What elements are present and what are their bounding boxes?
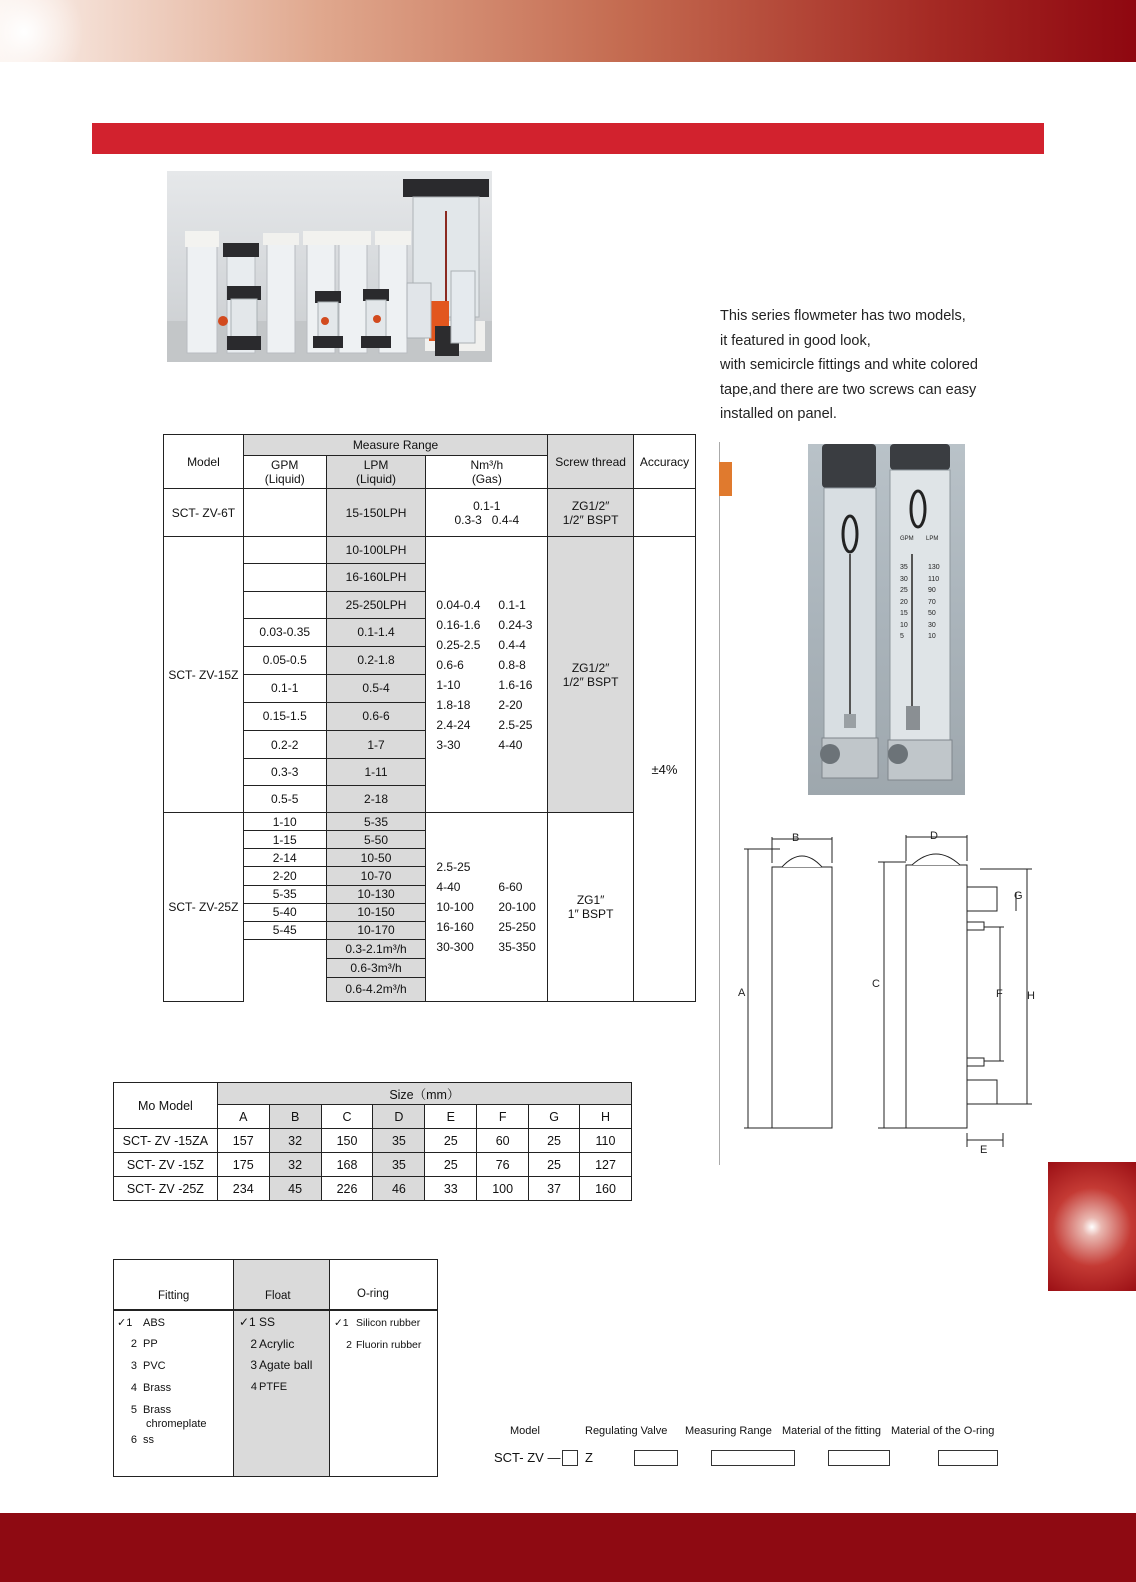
gas-value: 16-160 bbox=[436, 920, 474, 935]
option-mark: 2 bbox=[130, 1338, 137, 1350]
dim-label-h: H bbox=[1027, 990, 1035, 1002]
thread-cell bbox=[548, 537, 634, 813]
size-cell: 25 bbox=[529, 1153, 580, 1177]
option-label: SS bbox=[259, 1315, 276, 1329]
lpm-tick: 90 bbox=[928, 587, 936, 594]
option-label: PP bbox=[143, 1338, 158, 1350]
order-dash: — bbox=[547, 1450, 561, 1465]
screw-thread-header: Screw thread bbox=[548, 435, 634, 489]
size-table bbox=[113, 1082, 632, 1201]
gas-value: 2-20 bbox=[498, 697, 523, 712]
option-label: Brass bbox=[143, 1382, 172, 1394]
lpm-tick: 10 bbox=[928, 633, 936, 640]
size-cell: 157 bbox=[217, 1129, 269, 1153]
lpm-header bbox=[326, 456, 426, 489]
gas-subtable bbox=[436, 877, 535, 957]
size-model-cell: SCT- ZV -25Z bbox=[114, 1177, 218, 1201]
lpm-cell: 0.3-2.1m³/h bbox=[326, 939, 426, 958]
size-header: Size（mm） bbox=[217, 1083, 631, 1105]
order-label-oring: Material of the O-ring bbox=[891, 1425, 995, 1437]
option-label: Fluorin rubber bbox=[356, 1339, 422, 1351]
model-cell: SCT- ZV-15Z bbox=[164, 537, 244, 813]
header-divider bbox=[114, 1309, 437, 1311]
gpm-cell: 1-10 bbox=[243, 813, 326, 831]
size-cell: 127 bbox=[580, 1153, 632, 1177]
order-box-model[interactable] bbox=[562, 1450, 578, 1466]
order-box-fitting[interactable] bbox=[828, 1450, 890, 1466]
size-cell: 76 bbox=[477, 1153, 529, 1177]
lpm-cell: 16-160LPH bbox=[326, 564, 426, 591]
lpm-cell: 10-150 bbox=[326, 903, 426, 921]
description-line: This series flowmeter has two models, bbox=[720, 308, 966, 324]
section-title-bar bbox=[92, 123, 1044, 154]
gas-value: 4-40 bbox=[498, 737, 523, 752]
size-row bbox=[114, 1177, 632, 1201]
option-mark: 4 bbox=[250, 1381, 257, 1393]
thread-cell bbox=[548, 489, 634, 537]
gas-subtable bbox=[436, 595, 532, 755]
gas-value: 2.5-25 bbox=[436, 860, 471, 875]
size-model-cell: SCT- ZV -15Z bbox=[114, 1153, 218, 1177]
gas-value: 10-100 bbox=[436, 900, 474, 915]
option-mark: 3 bbox=[130, 1360, 137, 1372]
option-mark: 2 bbox=[346, 1339, 352, 1351]
size-cell: 226 bbox=[321, 1177, 373, 1201]
thread-line: ZG1″ bbox=[576, 893, 605, 908]
lpm-cell: 0.1-1.4 bbox=[326, 618, 426, 646]
side-page-tab bbox=[1048, 1162, 1136, 1291]
size-cell: 100 bbox=[477, 1177, 529, 1201]
thread-cell bbox=[548, 813, 634, 1002]
accuracy-header: Accuracy bbox=[634, 435, 696, 489]
option-mark: ✓1 bbox=[117, 1317, 133, 1329]
gpm-cell bbox=[243, 977, 326, 1001]
model-cell: SCT- ZV-25Z bbox=[164, 813, 244, 1002]
orange-marker bbox=[719, 462, 732, 496]
option-label: Agate ball bbox=[259, 1358, 313, 1372]
size-model-cell: SCT- ZV -15ZA bbox=[114, 1129, 218, 1153]
gpm-header-text: GPM bbox=[271, 458, 299, 473]
gas-value: 20-100 bbox=[498, 900, 536, 915]
gas-value: 6-60 bbox=[498, 880, 523, 895]
fitting-option bbox=[117, 1404, 171, 1416]
option-mark: 4 bbox=[130, 1382, 137, 1394]
gpm-cell bbox=[243, 564, 326, 591]
dimension-drawing bbox=[740, 825, 1040, 1155]
order-z: Z bbox=[585, 1450, 593, 1465]
fitting-option bbox=[117, 1316, 165, 1329]
option-label: PTFE bbox=[259, 1381, 288, 1393]
option-label: ABS bbox=[143, 1317, 166, 1329]
gas-value: 0.6-6 bbox=[436, 657, 464, 672]
size-row bbox=[114, 1129, 632, 1153]
gas-value: 0.25-2.5 bbox=[436, 637, 481, 652]
size-model-header: Mo Model bbox=[114, 1083, 218, 1129]
lpm-cell: 5-35 bbox=[326, 813, 426, 831]
description-line: it featured in good look, bbox=[720, 332, 871, 349]
gpm-cell: 2-14 bbox=[243, 849, 326, 867]
size-cell: 175 bbox=[217, 1153, 269, 1177]
accuracy-cell bbox=[634, 489, 696, 537]
dim-label-d: D bbox=[930, 830, 938, 842]
oring-option bbox=[334, 1339, 421, 1351]
gpm-cell bbox=[243, 591, 326, 618]
fitting-option bbox=[117, 1338, 158, 1350]
gas-value: 0.04-0.4 bbox=[436, 597, 481, 612]
size-cell: 33 bbox=[425, 1177, 477, 1201]
gas-value: 2.5-25 bbox=[498, 717, 533, 732]
dim-label-b: B bbox=[792, 832, 800, 844]
size-cell: 37 bbox=[529, 1177, 580, 1201]
thread-line: ZG1/2″ bbox=[571, 498, 610, 513]
size-col-header: D bbox=[373, 1105, 425, 1129]
gpm-cell: 5-45 bbox=[243, 921, 326, 939]
order-box-oring[interactable] bbox=[938, 1450, 998, 1466]
float-option bbox=[239, 1358, 312, 1372]
gpm-tick: 5 bbox=[900, 633, 904, 640]
gas-line: 0.3-3 0.4-4 bbox=[454, 512, 520, 527]
gas-value: 3-30 bbox=[436, 737, 461, 752]
gpm-tick: 25 bbox=[900, 587, 908, 594]
oring-option bbox=[334, 1317, 420, 1329]
size-row bbox=[114, 1153, 632, 1177]
lpm-cell: 0.5-4 bbox=[326, 674, 426, 702]
gpm-cell: 0.5-5 bbox=[243, 786, 326, 813]
flowmeter-closeup-photo bbox=[808, 444, 965, 795]
option-mark: 6 bbox=[130, 1434, 137, 1446]
product-group-photo bbox=[167, 171, 492, 362]
size-col-header: B bbox=[269, 1105, 321, 1129]
measure-range-header: Measure Range bbox=[243, 435, 547, 456]
option-mark: 3 bbox=[250, 1358, 257, 1372]
size-col-header: E bbox=[425, 1105, 477, 1129]
gpm-cell bbox=[243, 537, 326, 564]
size-cell: 150 bbox=[321, 1129, 373, 1153]
fitting-option bbox=[117, 1360, 166, 1372]
gpm-cell: 2-20 bbox=[243, 867, 326, 885]
lpm-cell: 25-250LPH bbox=[326, 591, 426, 618]
size-col-header: G bbox=[529, 1105, 580, 1129]
lpm-cell: 2-18 bbox=[326, 786, 426, 813]
size-cell: 32 bbox=[269, 1153, 321, 1177]
gpm-cell: 0.2-2 bbox=[243, 730, 326, 758]
lpm-cell: 5-50 bbox=[326, 831, 426, 849]
size-col-header: F bbox=[477, 1105, 529, 1129]
lpm-cell: 10-100LPH bbox=[326, 537, 426, 564]
lpm-cell: 10-50 bbox=[326, 849, 426, 867]
nm-header bbox=[426, 456, 548, 489]
thread-line: 1/2″ BSPT bbox=[562, 674, 619, 689]
gpm-cell bbox=[243, 958, 326, 977]
measure-range-table bbox=[163, 434, 696, 1002]
gas-cell bbox=[426, 489, 548, 537]
description-line: tape,and there are two screws can easy bbox=[720, 381, 977, 398]
gas-value: 35-350 bbox=[498, 940, 536, 955]
lpm-scale-label: LPM bbox=[926, 536, 939, 542]
dim-label-f: F bbox=[996, 988, 1003, 1000]
lpm-cell: 10-70 bbox=[326, 867, 426, 885]
order-box-fitting-range[interactable] bbox=[711, 1450, 795, 1466]
materials-table bbox=[113, 1259, 438, 1477]
size-col-header: H bbox=[580, 1105, 632, 1129]
float-option bbox=[239, 1315, 275, 1329]
gpm-scale bbox=[900, 562, 914, 643]
gpm-cell bbox=[243, 939, 326, 958]
gas-value: 25-250 bbox=[498, 920, 536, 935]
gas-value: 0.24-3 bbox=[498, 617, 533, 632]
size-cell: 168 bbox=[321, 1153, 373, 1177]
float-option bbox=[239, 1337, 294, 1351]
top-light-glow bbox=[0, 0, 90, 62]
lpm-cell: 0.6-3m³/h bbox=[326, 958, 426, 977]
thread-line: 1″ BSPT bbox=[567, 907, 614, 922]
option-mark: 5 bbox=[130, 1404, 137, 1416]
lpm-header-text: LPM bbox=[363, 458, 389, 473]
lpm-tick: 50 bbox=[928, 610, 936, 617]
size-cell: 45 bbox=[269, 1177, 321, 1201]
order-code-prefix bbox=[494, 1450, 560, 1465]
gpm-scale-label: GPM bbox=[900, 536, 914, 542]
nm-header-text: Nm³/h bbox=[470, 458, 504, 473]
dim-label-a: A bbox=[738, 987, 746, 999]
gpm-header bbox=[243, 456, 326, 489]
order-label-model: Model bbox=[510, 1425, 540, 1437]
size-cell: 25 bbox=[425, 1153, 477, 1177]
gas-value: 1-10 bbox=[436, 677, 461, 692]
gpm-cell bbox=[243, 489, 326, 537]
lpm-tick: 130 bbox=[928, 564, 940, 571]
product-description bbox=[720, 304, 1020, 427]
gas-value: 4-40 bbox=[436, 880, 461, 895]
size-cell: 234 bbox=[217, 1177, 269, 1201]
bottom-band bbox=[0, 1513, 1136, 1582]
gpm-cell: 0.15-1.5 bbox=[243, 702, 326, 730]
lpm-cell: 0.2-1.8 bbox=[326, 646, 426, 674]
gas-value: 1.8-18 bbox=[436, 697, 471, 712]
fitting-header: Fitting bbox=[158, 1290, 190, 1302]
column-divider bbox=[719, 442, 720, 1165]
lpm-cell: 1-11 bbox=[326, 759, 426, 786]
gas-value: 0.16-1.6 bbox=[436, 617, 481, 632]
option-mark: 2 bbox=[250, 1337, 257, 1351]
size-col-header: A bbox=[217, 1105, 269, 1129]
dim-label-e: E bbox=[980, 1144, 988, 1156]
size-cell: 46 bbox=[373, 1177, 425, 1201]
gas-value: 0.1-1 bbox=[498, 597, 526, 612]
lpm-cell: 10-170 bbox=[326, 921, 426, 939]
order-prefix: SCT- ZV bbox=[494, 1450, 544, 1465]
gpm-cell: 5-40 bbox=[243, 903, 326, 921]
option-mark: ✓1 bbox=[334, 1317, 349, 1329]
option-label: ss bbox=[143, 1434, 154, 1446]
option-mark: ✓1 bbox=[239, 1315, 256, 1329]
size-cell: 25 bbox=[425, 1129, 477, 1153]
lpm-cell: 10-130 bbox=[326, 885, 426, 903]
gpm-header-sub: (Liquid) bbox=[264, 472, 305, 487]
float-header: Float bbox=[265, 1290, 291, 1302]
lpm-cell: 0.6-6 bbox=[326, 702, 426, 730]
thread-line: 1/2″ BSPT bbox=[562, 512, 619, 527]
gpm-cell: 0.05-0.5 bbox=[243, 646, 326, 674]
lpm-cell: 0.6-4.2m³/h bbox=[326, 977, 426, 1001]
order-label-valve: Regulating Valve bbox=[585, 1425, 668, 1437]
gpm-cell: 1-15 bbox=[243, 831, 326, 849]
oring-header: O-ring bbox=[357, 1288, 389, 1300]
gpm-tick: 35 bbox=[900, 564, 908, 571]
gpm-tick: 10 bbox=[900, 621, 908, 629]
size-cell: 60 bbox=[477, 1129, 529, 1153]
gpm-cell: 0.3-3 bbox=[243, 759, 326, 786]
size-cell: 35 bbox=[373, 1153, 425, 1177]
size-cell: 32 bbox=[269, 1129, 321, 1153]
gpm-cell: 0.1-1 bbox=[243, 674, 326, 702]
size-cell: 35 bbox=[373, 1129, 425, 1153]
lpm-cell: 1-7 bbox=[326, 730, 426, 758]
model-cell: SCT- ZV-6T bbox=[164, 489, 244, 537]
order-label-fitting: Material of the fitting bbox=[782, 1425, 882, 1437]
gas-value: 2.4-24 bbox=[436, 717, 471, 732]
option-label: PVC bbox=[143, 1360, 166, 1372]
option-label: Silicon rubber bbox=[356, 1317, 421, 1329]
lpm-cell: 15-150LPH bbox=[326, 489, 426, 537]
size-cell: 110 bbox=[580, 1129, 632, 1153]
size-col-header: C bbox=[321, 1105, 373, 1129]
gas-value: 0.8-8 bbox=[498, 657, 526, 672]
accuracy-cell: ±4% bbox=[634, 537, 696, 1002]
option-label: Brass bbox=[143, 1404, 172, 1416]
gpm-cell: 0.03-0.35 bbox=[243, 618, 326, 646]
lpm-scale bbox=[928, 562, 946, 643]
gpm-tick: 15 bbox=[900, 610, 908, 617]
order-label-range: Measuring Range bbox=[685, 1425, 772, 1437]
model-header: Model bbox=[164, 435, 244, 489]
gas-cell bbox=[426, 813, 548, 1002]
thread-line: ZG1/2″ bbox=[571, 660, 610, 675]
gas-value: 1.6-16 bbox=[498, 677, 533, 692]
gas-cell bbox=[426, 537, 548, 813]
description-line: with semicircle fittings and white colored bbox=[720, 357, 978, 373]
lpm-tick: 70 bbox=[928, 598, 936, 606]
lpm-tick: 110 bbox=[928, 575, 940, 583]
gas-value: 0.4-4 bbox=[498, 637, 526, 652]
size-cell: 25 bbox=[529, 1129, 580, 1153]
nm-header-sub: (Gas) bbox=[471, 472, 502, 487]
fitting-option-extra: chromeplate bbox=[146, 1418, 207, 1430]
top-gradient-band bbox=[0, 0, 1136, 62]
description-line: installed on panel. bbox=[720, 406, 837, 422]
size-cell: 160 bbox=[580, 1177, 632, 1201]
dim-label-g: G bbox=[1014, 890, 1023, 902]
gpm-tick: 20 bbox=[900, 598, 908, 606]
gas-line: 0.1-1 bbox=[473, 498, 501, 513]
lpm-header-sub: (Liquid) bbox=[356, 472, 397, 487]
lpm-tick: 30 bbox=[928, 621, 936, 629]
fitting-option bbox=[117, 1382, 171, 1394]
gpm-cell: 5-35 bbox=[243, 885, 326, 903]
gpm-tick: 30 bbox=[900, 575, 908, 583]
option-label: Acrylic bbox=[259, 1337, 295, 1351]
order-box-range[interactable] bbox=[634, 1450, 678, 1466]
gas-value: 30-300 bbox=[436, 940, 474, 955]
float-option bbox=[239, 1381, 287, 1393]
fitting-option bbox=[117, 1434, 154, 1446]
dim-label-c: C bbox=[872, 978, 880, 990]
